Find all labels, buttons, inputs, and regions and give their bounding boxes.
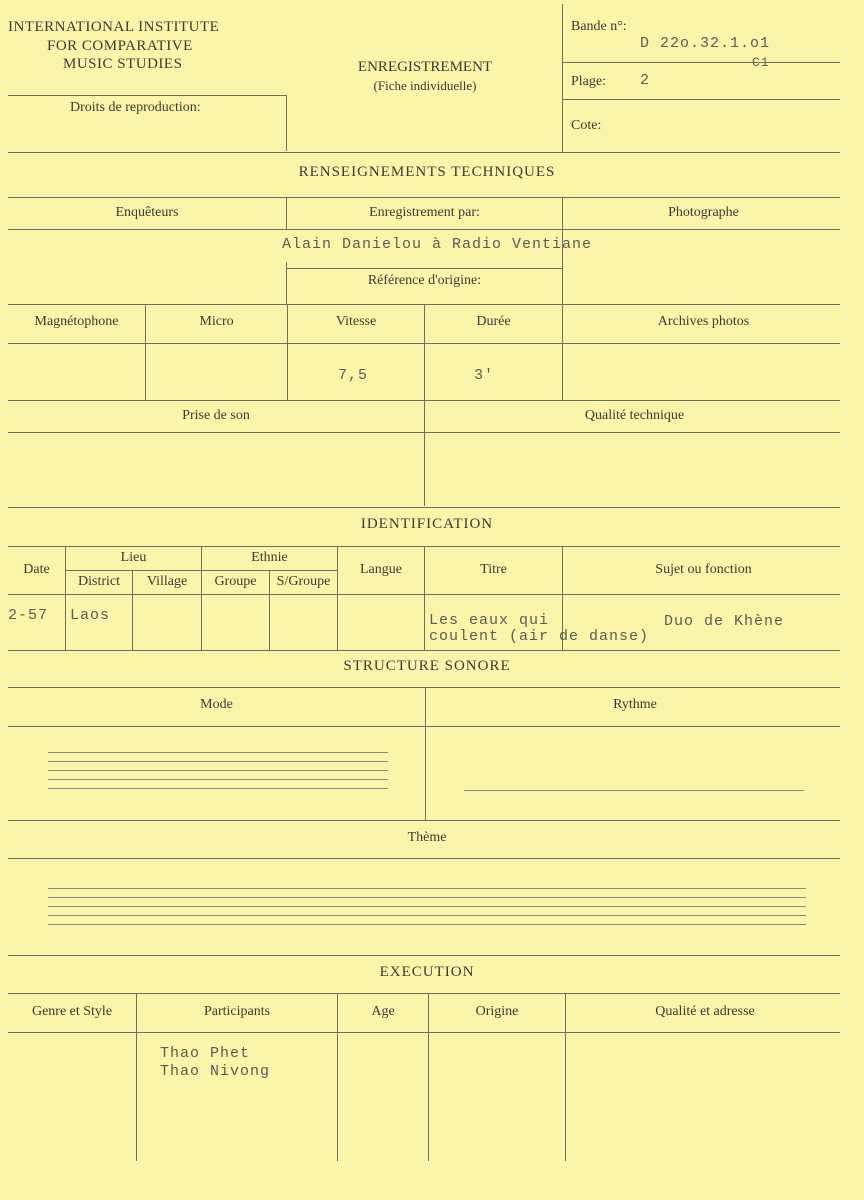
plage-label: Plage: xyxy=(571,74,606,89)
tech-divider-d xyxy=(287,304,288,400)
band-box-left xyxy=(562,4,563,152)
origine-label: Origine xyxy=(475,1004,519,1019)
rythme-line xyxy=(464,790,804,791)
technical-rule-2 xyxy=(8,229,840,230)
mode-staff-line-3 xyxy=(48,770,388,771)
theme-staff-line-1 xyxy=(48,888,806,889)
institute-name-line2: FOR COMPARATIVE xyxy=(47,38,193,54)
ident-subrule xyxy=(65,570,337,571)
lieu-label: Lieu xyxy=(120,550,147,565)
identification-section-title: IDENTIFICATION xyxy=(360,516,494,532)
mode-staff-line-2 xyxy=(48,761,388,762)
structure-rule-2 xyxy=(8,726,840,727)
cote-label: Cote: xyxy=(571,118,602,133)
ident-bottom-rule xyxy=(8,650,840,651)
participants-label: Participants xyxy=(203,1004,271,1019)
date-label: Date xyxy=(23,562,50,577)
genre-label: Genre et Style xyxy=(31,1004,113,1019)
micro-label: Micro xyxy=(199,314,234,329)
age-label: Age xyxy=(371,1004,395,1019)
rights-box-right xyxy=(286,95,287,151)
groupe-label: Groupe xyxy=(214,574,257,589)
district-label: District xyxy=(78,574,120,589)
duree-value: 3' xyxy=(474,367,495,384)
rythme-label: Rythme xyxy=(613,697,657,712)
participant-2: Thao Nivong xyxy=(160,1063,271,1080)
enqueteurs-label: Enquêteurs xyxy=(115,205,179,220)
institute-name-line3: MUSIC STUDIES xyxy=(63,56,183,72)
vitesse-value: 7,5 xyxy=(338,367,369,384)
technical-rule-4 xyxy=(8,343,840,344)
qualite-adresse-label: Qualité et adresse xyxy=(655,1004,755,1019)
titre-value-line1: Les eaux qui xyxy=(429,612,550,629)
archives-label: Archives photos xyxy=(657,314,750,329)
ident-rule-2 xyxy=(8,594,840,595)
rights-label: Droits de reproduction: xyxy=(70,100,201,115)
tech-divider-e xyxy=(424,304,425,506)
ethnie-label: Ethnie xyxy=(251,550,288,565)
mode-staff-line-1 xyxy=(48,752,388,753)
plage-rule xyxy=(562,99,840,100)
technical-rule-5 xyxy=(8,400,840,401)
vitesse-label: Vitesse xyxy=(335,314,377,329)
tech-divider-f xyxy=(562,304,563,400)
tech-divider-a1 xyxy=(286,197,287,230)
prise-de-son-label: Prise de son xyxy=(182,408,250,423)
langue-label: Langue xyxy=(360,562,402,577)
duree-label: Durée xyxy=(476,314,511,329)
date-value: 2-57 xyxy=(8,607,49,624)
execution-section-title: EXECUTION xyxy=(379,964,475,980)
mode-staff-line-5 xyxy=(48,788,388,789)
technical-section-title: RENSEIGNEMENTS TECHNIQUES xyxy=(298,164,556,180)
sgroupe-label: S/Groupe xyxy=(276,574,331,589)
form-title: ENREGISTREMENT xyxy=(357,59,493,75)
district-value: Laos xyxy=(70,607,111,624)
structure-rule-3 xyxy=(8,820,840,821)
theme-label: Thème xyxy=(407,830,447,845)
technical-bottom-rule xyxy=(8,507,840,508)
plage-value: 2 xyxy=(640,72,651,89)
structure-rule-1 xyxy=(8,687,840,688)
theme-staff-line-3 xyxy=(48,906,806,907)
titre-value-line2: coulent (air de danse) xyxy=(429,628,650,645)
execution-rule-1 xyxy=(8,993,840,994)
theme-staff-line-2 xyxy=(48,897,806,898)
execution-rule-2 xyxy=(8,1032,840,1033)
structure-rule-4 xyxy=(8,858,840,859)
band-label: Bande n°: xyxy=(571,19,627,34)
photographer-label: Photographe xyxy=(668,205,739,220)
tech-divider-c xyxy=(145,304,146,400)
band-value: D 22o.32.1.o1 xyxy=(640,35,771,52)
reference-label: Référence d'origine: xyxy=(367,273,482,288)
structure-bottom-rule xyxy=(8,955,840,956)
mode-label: Mode xyxy=(200,697,233,712)
qualite-technique-label: Qualité technique xyxy=(584,408,685,423)
reference-rule xyxy=(286,268,562,269)
theme-staff-line-4 xyxy=(48,915,806,916)
sujet-value: Duo de Khène xyxy=(664,613,785,630)
recorded-by-value: Alain Danielou à Radio Ventiane xyxy=(282,236,593,253)
band-strike-value: C1 xyxy=(752,55,770,70)
header-bottom-rule xyxy=(8,152,840,153)
technical-rule-6 xyxy=(8,432,840,433)
participant-1: Thao Phet xyxy=(160,1045,251,1062)
technical-rule-1 xyxy=(8,197,840,198)
mode-staff-line-4 xyxy=(48,779,388,780)
band-rule xyxy=(562,62,840,63)
rights-rule xyxy=(8,95,286,96)
recorded-by-label: Enregistrement par: xyxy=(369,205,480,220)
sujet-label: Sujet ou fonction xyxy=(655,562,752,577)
titre-label: Titre xyxy=(480,562,507,577)
form-subtitle: (Fiche individuelle) xyxy=(373,78,477,93)
village-label: Village xyxy=(146,574,188,589)
magnetophone-label: Magnétophone xyxy=(34,314,119,329)
theme-staff-line-5 xyxy=(48,924,806,925)
structure-section-title: STRUCTURE SONORE xyxy=(343,658,511,674)
institute-name-line1: INTERNATIONAL INSTITUTE xyxy=(8,19,220,35)
